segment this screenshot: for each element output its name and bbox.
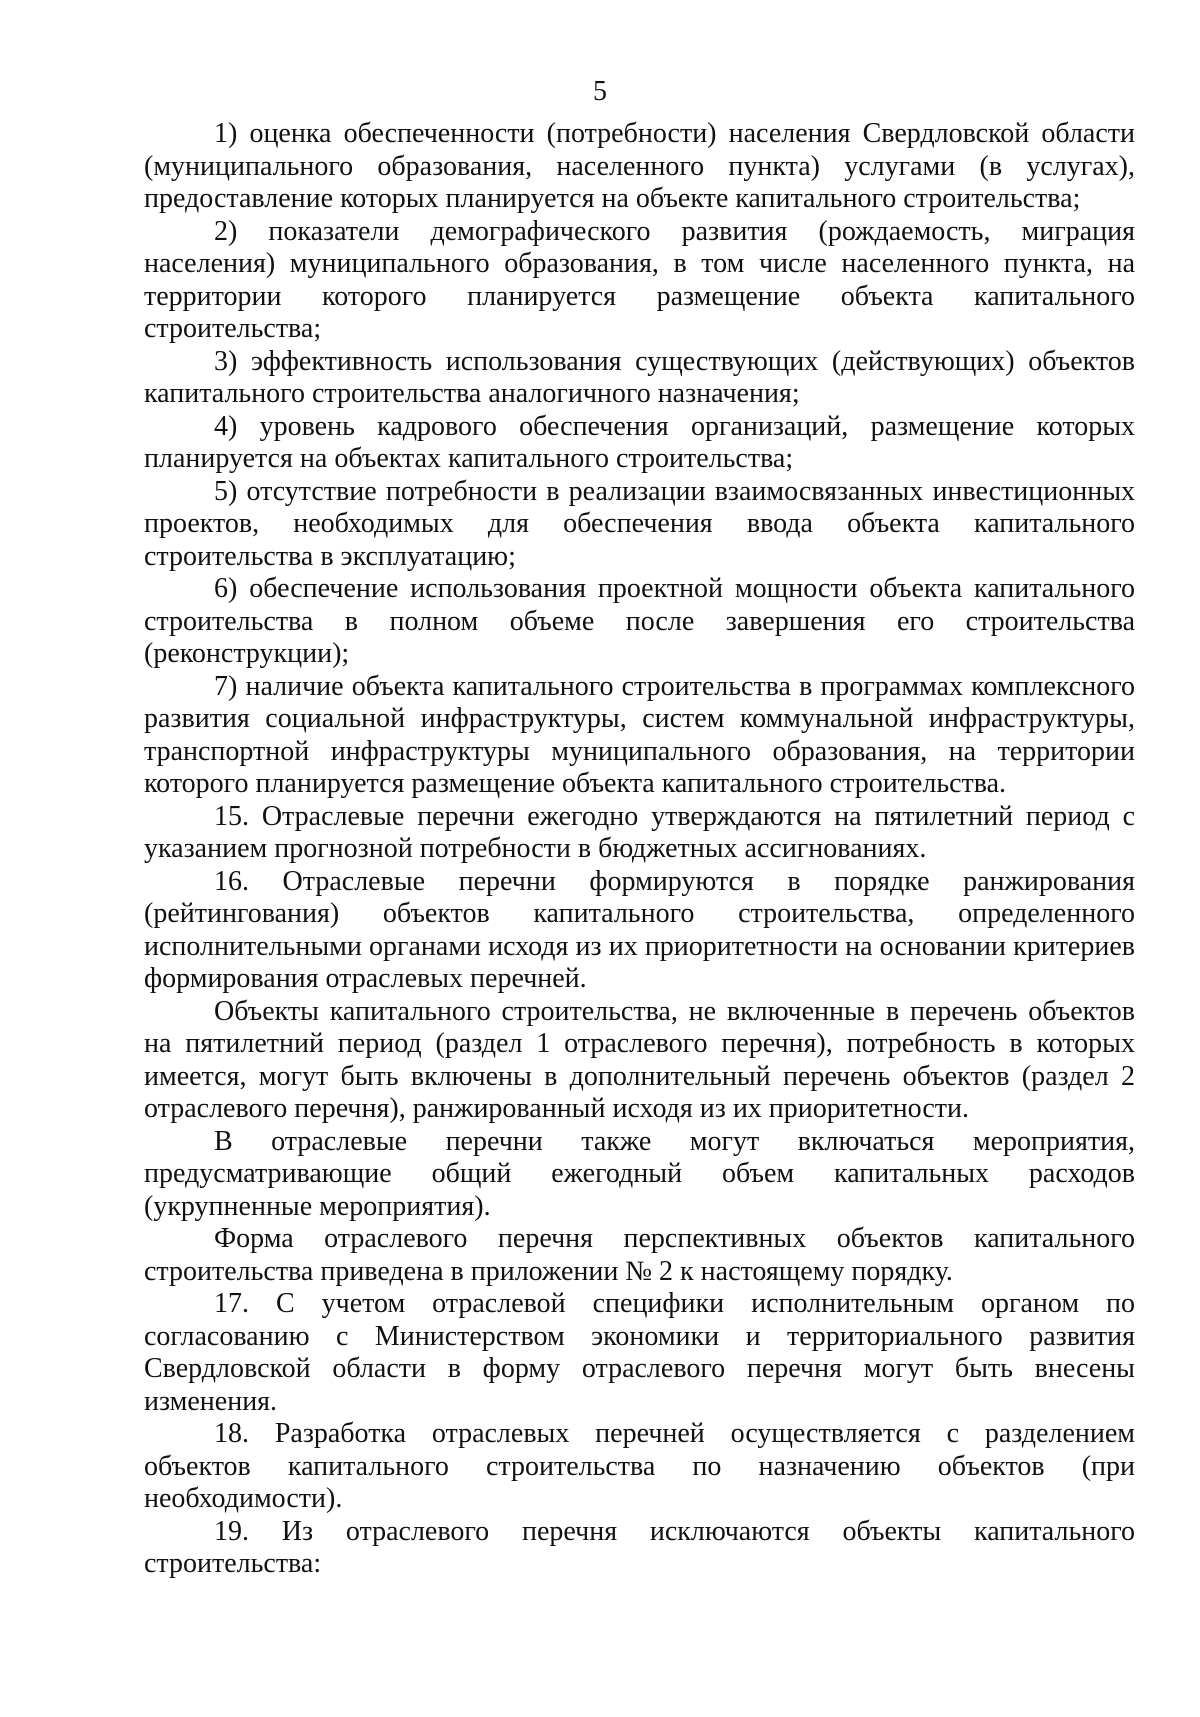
- paragraph-consolidated-measures: В отраслевые перечни также могут включаться мероприятия, предусматривающие общий ежегодный объем капитальных расходов (укрупненные мероприятия).: [144, 1125, 1135, 1222]
- page-number: 5: [593, 76, 607, 107]
- paragraph-clause-18: 18. Разработка отраслевых перечней осуществляется с разделением объектов капитального строительства по назначению объектов (при необходимости).: [144, 1418, 1135, 1514]
- paragraph-criterion-4: 4) уровень кадрового обеспечения организаций, размещение которых планируется на объектах капитального строительства;: [144, 410, 1135, 474]
- paragraph-criterion-7: 7) наличие объекта капитального строительства в программах комплексного развития социальной инфраструктуры, систем коммунальной инфраструктуры, транспортной инфраструктуры муниципального образования, на территории которого планируется размещение объекта капитального строительства.: [144, 670, 1135, 799]
- paragraph-clause-17: 17. С учетом отраслевой специфики исполнительным органом по согласованию с Министерством экономики и территориального развития Свердловской области в форму отраслевого перечня могут быть внесены изменения.: [144, 1288, 1135, 1417]
- paragraph-criterion-3: 3) эффективность использования существующих (действующих) объектов капитального строительства аналогичного назначения;: [144, 345, 1135, 409]
- paragraph-form-reference: Форма отраслевого перечня перспективных объектов капитального строительства приведена в приложении № 2 к настоящему порядку.: [144, 1223, 1135, 1287]
- paragraph-clause-15: 15. Отраслевые перечни ежегодно утверждаются на пятилетний период с указанием прогнозной потребности в бюджетных ассигнованиях.: [144, 800, 1135, 864]
- document-body: [144, 118, 1135, 1581]
- paragraph-criterion-1: 1) оценка обеспеченности (потребности) населения Свердловской области (муниципального образования, населенного пункта) услугами (в услугах), предоставление которых планируется на объекте капитального строительства;: [144, 118, 1135, 214]
- paragraph-criterion-5: 5) отсутствие потребности в реализации взаимосвязанных инвестиционных проектов, необходимых для обеспечения ввода объекта капитального строительства в эксплуатацию;: [144, 475, 1135, 572]
- paragraph-additional-list: Объекты капитального строительства, не включенные в перечень объектов на пятилетний период (раздел 1 отраслевого перечня), потребность в которых имеется, могут быть включены в дополнительный перечень объектов (раздел 2 отраслевого перечня), ранжированный исходя из их приоритетности.: [144, 995, 1135, 1124]
- paragraph-criterion-6: 6) обеспечение использования проектной мощности объекта капитального строительства в полном объеме после завершения его строительства (реконструкции);: [144, 573, 1135, 669]
- paragraph-clause-16: 16. Отраслевые перечни формируются в порядке ранжирования (рейтингования) объектов капитального строительства, определенного исполнительными органами исходя из их приоритетности на основании критериев формирования отраслевых перечней.: [144, 865, 1135, 994]
- paragraph-clause-19: 19. Из отраслевого перечня исключаются объекты капитального строительства:: [144, 1515, 1135, 1579]
- paragraph-criterion-2: 2) показатели демографического развития (рождаемость, миграция населения) муниципального образования, в том числе населенного пункта, на территории которого планируется размещение объекта капитального строительства;: [144, 215, 1135, 344]
